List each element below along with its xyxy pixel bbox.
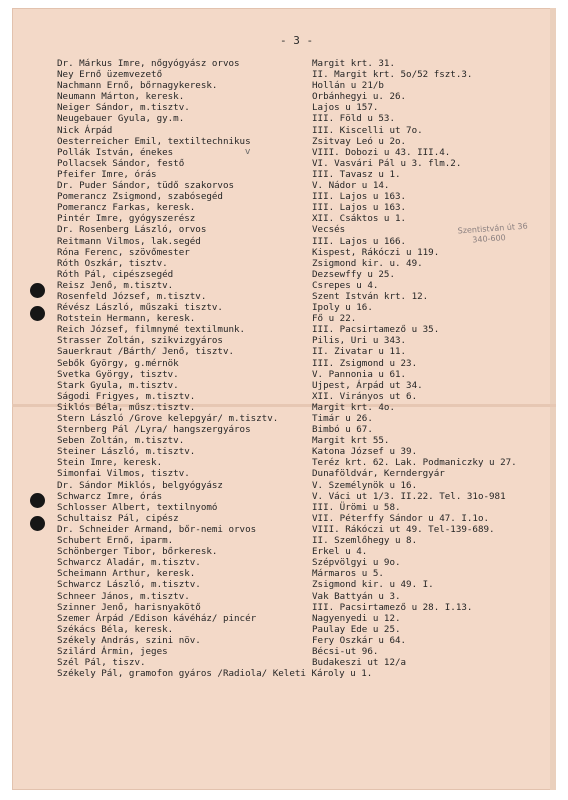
entry-address: Nagyenyedi u 12.: [312, 612, 401, 624]
entry-address: III. Lajos u 163.: [312, 202, 407, 214]
entry-address: Margit krt. 31.: [312, 58, 395, 69]
entry-name: Simonfai Vilmos, tisztv.: [57, 468, 190, 480]
entry-address: III. Lajos u 163.: [312, 191, 407, 203]
entry-name: Svetka György, tisztv.: [57, 368, 179, 380]
entry-row: [57, 613, 557, 624]
entry-name: Dr. Rosenberg László, orvos: [57, 224, 207, 236]
entry-name: Szilárd Ármin, jeges: [57, 645, 168, 657]
entry-address: Bimbó u 67.: [312, 424, 373, 436]
entry-row: [57, 91, 557, 102]
entry-name: Sternberg Pál /Lyra/ hangszergyáros: [57, 424, 251, 436]
entry-row: [57, 136, 557, 147]
entry-row: [57, 435, 557, 446]
entry-address: III. Ürömi u 58.: [312, 501, 401, 513]
entry-name: Pomerancz Zsigmond, szabósegéd: [57, 191, 223, 203]
entry-address: Timár u 26.: [312, 413, 373, 424]
entry-row: [57, 358, 557, 369]
entry-name: Schubert Ernő, iparm.: [57, 535, 174, 547]
entry-name: Stein Imre, keresk.: [57, 457, 163, 469]
entry-address: Csrepes u 4.: [312, 279, 379, 291]
entry-row: [57, 221, 557, 236]
entry-row: [57, 491, 557, 502]
entry-row: [57, 546, 557, 557]
entry-name: Strasser Zoltán, szikvizgyáros: [57, 335, 223, 347]
entry-row: [57, 524, 557, 535]
entry-address: Szent István krt. 12.: [312, 290, 429, 302]
punch-hole: [30, 516, 45, 531]
entry-row: [57, 424, 557, 435]
entry-name: Sebők György, g.mérnök: [57, 357, 179, 369]
entry-address: Paulay Ede u 25.: [312, 623, 401, 635]
entry-address: Margit krt. 4o.: [312, 401, 395, 413]
entry-address: XII. Csáktos u 1.: [312, 213, 407, 225]
entry-row: [57, 102, 557, 113]
entry-name: Seben Zoltán, m.tisztv.: [57, 435, 185, 447]
entry-address: Vecsés: [312, 224, 346, 236]
entry-row: [57, 313, 557, 324]
entry-address: VI. Vasvári Pál u 3. flm.2.: [312, 157, 462, 169]
entry-row: [57, 602, 557, 613]
entry-name: Rosenfeld József, m.tisztv.: [57, 290, 207, 302]
entry-row: [57, 535, 557, 546]
entry-address: Vak Battyán u 3.: [312, 590, 401, 602]
entry-row: [57, 291, 557, 302]
entry-name: Ney Ernő üzemvezető: [57, 69, 163, 81]
entry-address: Zsigmond kir. u 49. I.: [312, 579, 434, 591]
entry-address: Zsitvay Leó u 2o.: [312, 135, 407, 147]
entry-name: Székely András, szini növ.: [57, 634, 201, 646]
entry-row: [57, 247, 557, 258]
entry-name: Dr. Sándor Miklós, belgyógyász: [57, 479, 223, 491]
entry-name: Stern László /Grove kelepgyár/ m.tisztv.: [57, 413, 279, 424]
punch-hole: [30, 306, 45, 321]
entry-name: Reisz Jenő, m.tisztv.: [57, 279, 174, 291]
entry-row: [57, 346, 557, 357]
entry-row: [57, 169, 557, 180]
entry-name: Nick Árpád: [57, 124, 113, 136]
entry-name: Dr. Puder Sándor, tüdő szakorvos: [57, 180, 235, 192]
entry-name: Sauerkraut /Bárth/ Jenő, tisztv.: [57, 346, 235, 358]
entry-row: [57, 468, 557, 479]
entry-address: Ipoly u 16.: [312, 302, 373, 314]
entry-name: Siklós Béla, műsz.tisztv.: [57, 401, 196, 413]
entry-name: Pfeifer Imre, órás: [57, 168, 157, 180]
entry-row: [57, 158, 557, 169]
entry-row: [57, 258, 557, 269]
entry-name: Pollacsek Sándor, festő: [57, 157, 185, 169]
entry-name: Schwarcz László, m.tisztv.: [57, 579, 201, 591]
entry-row: [57, 147, 557, 158]
entry-address: Budakeszi ut 12/a: [312, 657, 407, 669]
entry-name: Oesterreicher Emil, textiltechnikus: [57, 135, 251, 147]
entry-address: Fery Oszkár u 64.: [312, 634, 407, 646]
entry-name: Róth Oszkár, tisztv.: [57, 257, 168, 269]
entry-address: III. Lajos u 166.: [312, 235, 407, 247]
entry-row: [57, 668, 557, 679]
entry-address: Fő u 22.: [312, 313, 357, 325]
entry-name: Székely Pál, gramofon gyáros /Radiola/ Keleti Károly u 1.: [57, 668, 373, 680]
entry-address: Ujpest, Árpád ut 34.: [312, 379, 423, 391]
entry-address: Dezsewffy u 25.: [312, 268, 395, 280]
entry-name: Róth Pál, cipészsegéd: [57, 268, 174, 280]
entry-address: III. Föld u 53.: [312, 113, 395, 125]
entry-address: Mármaros u 5.: [312, 568, 384, 580]
entry-name: Dr. Schneider Armand, bőr-nemi orvos: [57, 523, 257, 535]
entry-address: Margit krt 55.: [312, 435, 390, 447]
entry-name: Schlosser Albert, textilnyomó: [57, 501, 218, 513]
entry-address: III. Zsigmond u 23.: [312, 357, 418, 369]
entry-row: [57, 125, 557, 136]
entry-address: III. Kiscelli ut 7o.: [312, 124, 423, 136]
entry-row: [57, 380, 557, 391]
entry-name: Pomerancz Farkas, keresk.: [57, 202, 196, 214]
entry-address: VIII. Rákóczi ut 49. Tel-139-689.: [312, 523, 495, 535]
entry-name: Schönberger Tibor, bőrkeresk.: [57, 546, 218, 558]
entry-name: Reitmann Vilmos, lak.segéd: [57, 235, 201, 247]
entry-name: Ságodi Frigyes, m.tisztv.: [57, 390, 196, 402]
entry-address: II. Margit krt. 5o/52 fszt.3.: [312, 69, 473, 81]
entry-address: III. Pacsirtamező u 35.: [312, 324, 440, 336]
entry-row: [57, 391, 557, 402]
entry-row: [57, 80, 557, 91]
punch-hole: [30, 493, 45, 508]
entry-row: [57, 302, 557, 313]
entry-row: [57, 58, 557, 69]
tick-mark: v: [245, 147, 251, 157]
entry-row: [57, 280, 557, 291]
entry-row: [57, 213, 557, 224]
entry-address: Erkel u 4.: [312, 546, 368, 558]
entry-name: Neiger Sándor, m.tisztv.: [57, 102, 190, 114]
entry-name: Pollák István, énekes: [57, 146, 174, 158]
entry-row: [57, 502, 557, 513]
handwritten-note-line: 340-600: [472, 233, 507, 245]
entry-address: VIII. Dobozi u 43. III.4.: [312, 146, 451, 158]
entry-address: Orbánhegyi u. 26.: [312, 91, 407, 103]
entry-address: V. Pannonia u 61.: [312, 368, 407, 380]
entry-address: Bécsi-ut 96.: [312, 645, 379, 657]
entry-name: Nachmann Ernő, bőrnagykeresk.: [57, 80, 218, 92]
entry-row: [57, 657, 557, 668]
entry-name: Neugebauer Gyula, gy.m.: [57, 113, 185, 125]
entry-address: V. Nádor u 14.: [312, 180, 390, 192]
entry-address: VII. Péterffy Sándor u 47. I.1o.: [312, 512, 490, 524]
entry-row: [57, 324, 557, 335]
page-number: - 3 -: [280, 34, 314, 47]
entry-name: Dr. Márkus Imre, nőgyógyász orvos: [57, 58, 240, 69]
entry-row: [57, 402, 557, 413]
entry-row: [57, 635, 557, 646]
entry-row: [57, 236, 557, 247]
entry-address: Lajos u 157.: [312, 102, 379, 114]
entry-address: Teréz krt. 62. Lak. Podmaniczky u 27.: [312, 457, 517, 469]
entry-row: [57, 579, 557, 590]
entry-address: Katona József u 39.: [312, 446, 418, 458]
entry-address: Zsigmond kir. u. 49.: [312, 257, 423, 269]
entry-row: [57, 413, 557, 424]
entry-row: [57, 369, 557, 380]
entry-address: Kispest, Rákóczi u 119.: [312, 246, 440, 258]
entry-name: Schwarcz Imre, órás: [57, 490, 163, 502]
entry-address: Hollán u 21/b: [312, 80, 384, 92]
entry-address: Szépvölgyi u 9o.: [312, 557, 401, 569]
entry-name: Szinner Jenő, harisnyakötő: [57, 601, 201, 613]
entry-address: III. Pacsirtamező u 28. I.13.: [312, 601, 473, 613]
entry-address: Dunaföldvár, Kerndergyár: [312, 468, 445, 480]
entry-row: [57, 69, 557, 80]
entry-name: Schwarcz Aladár, m.tisztv.: [57, 557, 201, 569]
entry-address: III. Tavasz u 1.: [312, 168, 401, 180]
entry-name: Neumann Márton, keresk.: [57, 91, 185, 103]
handwritten-note-line: Szentistván út 36: [457, 221, 528, 236]
entry-name: Schultaisz Pál, cipész: [57, 512, 179, 524]
entry-name: Reich József, filmnymé textilmunk.: [57, 324, 246, 336]
entry-name: Székács Béla, keresk.: [57, 623, 174, 635]
entry-address: V. Személynök u 16.: [312, 479, 418, 491]
entry-address: XII. Virányos ut 6.: [312, 390, 418, 402]
entry-name: Scheimann Arthur, keresk.: [57, 568, 196, 580]
punch-hole: [30, 283, 45, 298]
entry-row: [57, 568, 557, 579]
entry-name: Stark Gyula, m.tisztv.: [57, 379, 179, 391]
entry-row: [57, 191, 557, 202]
entry-row: [57, 513, 557, 524]
entry-address: II. Szemlőhegy u 8.: [312, 535, 418, 547]
entry-name: Szél Pál, tiszv.: [57, 657, 146, 669]
entry-row: [57, 113, 557, 124]
entry-name: Steiner László, m.tisztv.: [57, 446, 196, 458]
entry-name: Révész László, műszaki tisztv.: [57, 302, 223, 314]
entry-address: V. Váci ut 1/3. II.22. Tel. 31o-981: [312, 490, 506, 502]
entry-row: [57, 269, 557, 280]
entry-name: Schneer János, m.tisztv.: [57, 590, 190, 602]
entry-name: Róna Ferenc, szövőmester: [57, 246, 190, 258]
entry-row: [57, 557, 557, 568]
entry-name: Rotstein Hermann, keresk.: [57, 313, 196, 325]
entry-row: [57, 446, 557, 457]
entry-row: [57, 180, 557, 191]
entry-name: Szemer Árpád /Edison kávéház/ pincér: [57, 612, 257, 624]
entry-row: [57, 591, 557, 602]
entry-address: II. Zivatar u 11.: [312, 346, 407, 358]
entry-row: [57, 457, 557, 468]
entry-row: [57, 480, 557, 491]
entry-list: [57, 58, 557, 679]
entry-address: Pilis, Uri u 343.: [312, 335, 407, 347]
entry-row: [57, 624, 557, 635]
entry-row: [57, 335, 557, 346]
entry-row: [57, 646, 557, 657]
entry-name: Pintér Imre, gyógyszerész: [57, 213, 196, 225]
entry-row: [57, 202, 557, 213]
